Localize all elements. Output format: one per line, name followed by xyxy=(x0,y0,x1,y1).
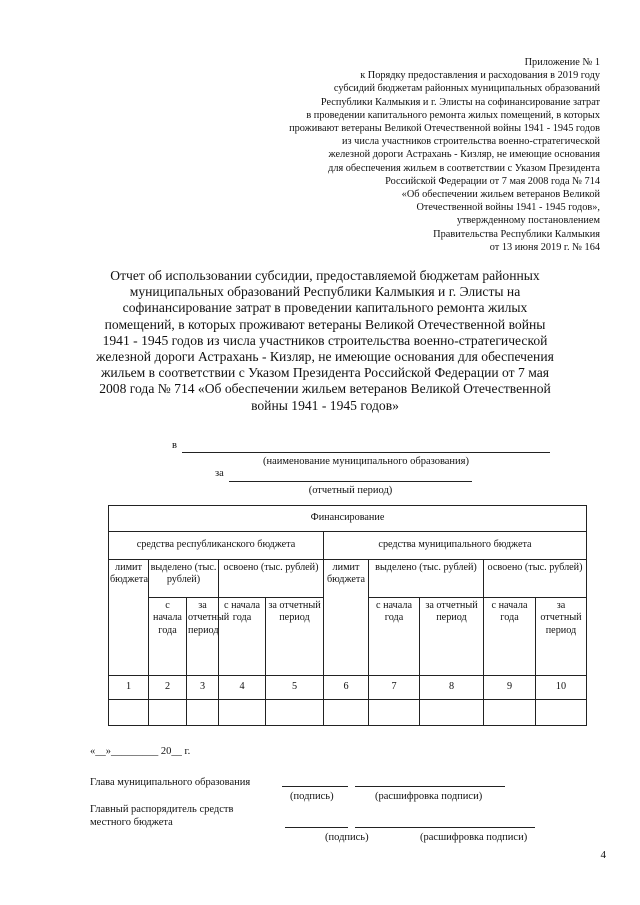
date-line: «__»_________ 20__ г. xyxy=(90,746,191,757)
since-start-header: с начала года xyxy=(484,598,536,676)
data-cell[interactable] xyxy=(266,700,324,726)
column-number: 10 xyxy=(536,676,587,700)
appendix-line: от 13 июня 2019 г. № 164 xyxy=(489,241,600,253)
data-cell[interactable] xyxy=(187,700,219,726)
empty-data-row xyxy=(109,700,587,726)
allocated-header: выделено (тыс. рублей) xyxy=(369,560,484,598)
republic-budget-header: средства республиканского бюджета xyxy=(109,532,324,560)
column-number: 2 xyxy=(149,676,187,700)
period-blank-line xyxy=(229,481,472,482)
period-prefix: за xyxy=(215,468,224,479)
appendix-line: проживают ветераны Великой Отечественной войны 1941 - 1945 годов xyxy=(289,123,600,135)
data-cell[interactable] xyxy=(149,700,187,726)
appendix-line: субсидий бюджетам районных муниципальных образований xyxy=(333,83,600,95)
appendix-line: железной дороги Астрахань - Кизляр, не имеющие основания xyxy=(328,149,600,161)
head-signature-line xyxy=(282,786,348,787)
head-decode-line xyxy=(355,786,505,787)
in-prefix: в xyxy=(172,440,177,451)
municipality-blank-line xyxy=(182,452,550,453)
data-cell[interactable] xyxy=(536,700,587,726)
municipality-hint: (наименование муниципального образования) xyxy=(262,456,470,467)
column-number: 9 xyxy=(484,676,536,700)
limit-header: лимит бюджета xyxy=(324,560,369,676)
since-start-header: с начала года xyxy=(149,598,187,676)
appendix-line: Правительства Республики Калмыкия xyxy=(433,228,600,240)
appendix-line: Республики Калмыкия и г. Элисты на софинансирование затрат xyxy=(320,96,600,108)
for-period-header: за отчетный период xyxy=(187,598,219,676)
for-period-header: за отчетный период xyxy=(266,598,324,676)
appendix-line: «Об обеспечении жильем ветеранов Великой xyxy=(401,189,600,201)
mastered-header: освоено (тыс. рублей) xyxy=(219,560,324,598)
appendix-line: утвержденному постановлением xyxy=(456,215,600,227)
head-label: Глава муниципального образования xyxy=(90,777,251,788)
head-sign-hint: (подпись) xyxy=(290,791,334,802)
appendix-line: Приложение № 1 xyxy=(524,57,600,68)
column-number: 4 xyxy=(219,676,266,700)
allocated-header: выделено (тыс. рублей) xyxy=(149,560,219,598)
limit-header: лимит бюджета xyxy=(109,560,149,676)
appendix-block xyxy=(230,56,600,254)
appendix-line: в проведении капитального ремонта жилых помещений, в которых xyxy=(306,109,600,121)
for-period-header: за отчетный период xyxy=(420,598,484,676)
appendix-line: из числа участников строительства военно-стратегической xyxy=(342,136,600,148)
data-cell[interactable] xyxy=(324,700,369,726)
column-number: 5 xyxy=(266,676,324,700)
appendix-line: к Порядку предоставления и расходования в 2019 году xyxy=(360,70,600,82)
period-hint: (отчетный период) xyxy=(308,485,393,496)
column-number: 3 xyxy=(187,676,219,700)
report-table xyxy=(108,505,587,726)
data-cell[interactable] xyxy=(484,700,536,726)
manager-sign-hint: (подпись) xyxy=(325,832,369,843)
column-number: 6 xyxy=(324,676,369,700)
manager-label-line-1: Главный распорядитель средств xyxy=(90,804,234,815)
column-number: 7 xyxy=(369,676,420,700)
manager-decode-hint: (расшифровка подписи) xyxy=(420,832,528,843)
data-cell[interactable] xyxy=(420,700,484,726)
data-cell[interactable] xyxy=(369,700,420,726)
since-start-header: с начала года xyxy=(219,598,266,676)
column-number: 1 xyxy=(109,676,149,700)
manager-decode-line xyxy=(355,827,535,828)
report-title: Отчет об использовании субсидии, предоставляемой бюджетам районных муниципальных образований Республики Калмыкия и г. Элисты на софинансирование затрат в проведении капитального ремонта жилых помещений, в которых проживают ветераны Великой Отечественной войны 1941 - 1945 годов из числа участников строительства военно-стратегической железной дороги Астрахань - Кизляр, не имеющие основания для обеспечения жильем в соответствии с Указом Президента Российской Федерации от 7 мая 2008 года № 714 «Об обеспечении жильем ветеранов Великой Отечественной войны 1941 - 1945 годов» xyxy=(96,268,554,413)
appendix-line: Отечественной войны 1941 - 1945 годов», xyxy=(416,202,600,214)
appendix-line: для обеспечения жильем в соответствии с Указом Президента xyxy=(328,162,600,174)
municipal-budget-header: средства муниципального бюджета xyxy=(324,532,587,560)
appendix-line: Российской Федерации от 7 мая 2008 года № 714 xyxy=(385,175,600,187)
column-number: 8 xyxy=(420,676,484,700)
since-start-header: с начала года xyxy=(369,598,420,676)
manager-signature-line xyxy=(285,827,348,828)
data-cell[interactable] xyxy=(109,700,149,726)
for-period-header: за отчетный период xyxy=(536,598,587,676)
mastered-header: освоено (тыс. рублей) xyxy=(484,560,587,598)
head-decode-hint: (расшифровка подписи) xyxy=(375,791,483,802)
financing-header: Финансирование xyxy=(109,506,587,532)
manager-label-line-2: местного бюджета xyxy=(90,817,173,828)
page-number: 4 xyxy=(600,849,606,861)
data-cell[interactable] xyxy=(219,700,266,726)
